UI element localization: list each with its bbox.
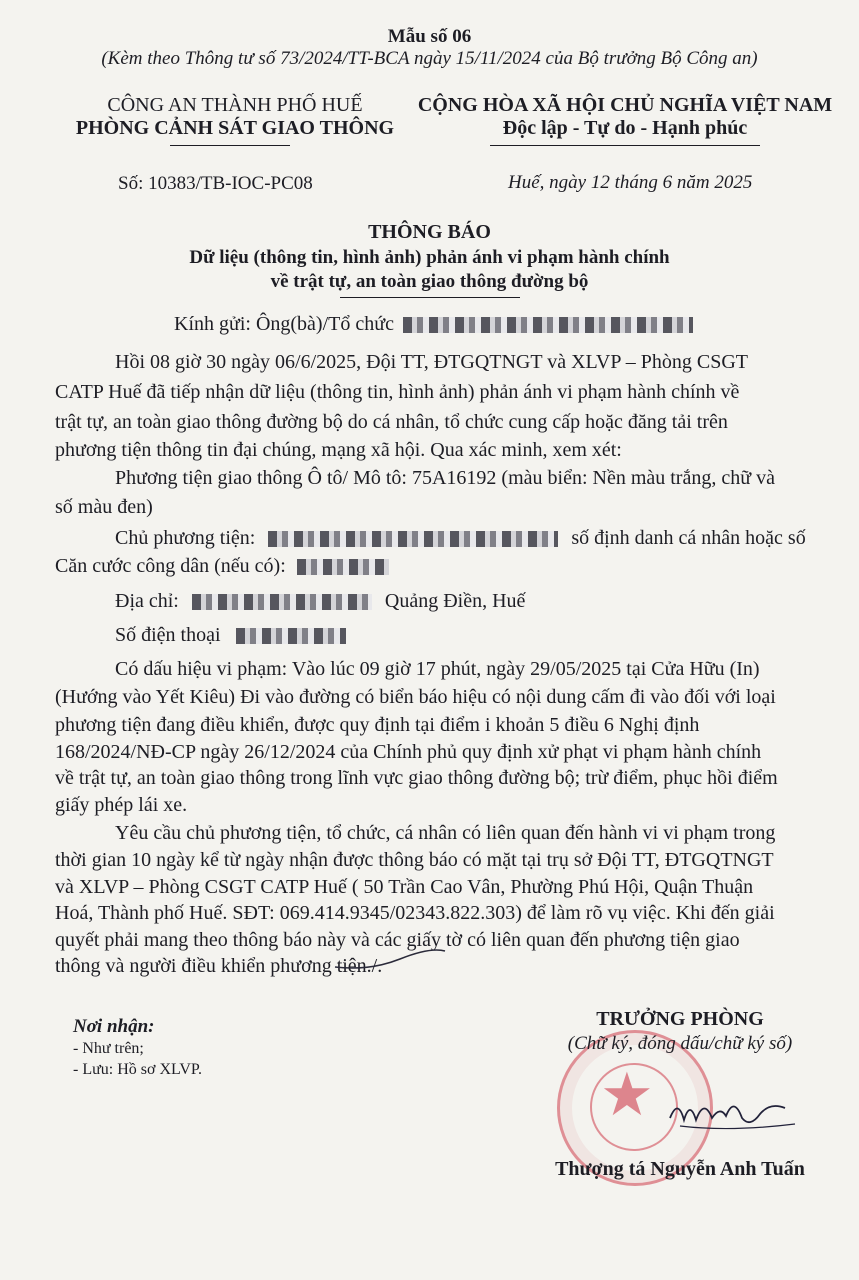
owner-suffix: số định danh cá nhân hoặc số	[571, 527, 806, 549]
request-line: thời gian 10 ngày kể từ ngày nhận được thông báo có mặt tại trụ sở Đội TT, ĐTGQTNGT	[55, 849, 774, 871]
doc-title: THÔNG BÁO	[368, 221, 491, 243]
owner-line	[115, 527, 806, 550]
p1-line: phương tiện thông tin đại chúng, mạng xã hội. Qua xác minh, xem xét:	[55, 439, 622, 461]
redacted-owner	[268, 531, 558, 547]
request-line: quyết phải mang theo thông báo này và các giấy tờ có liên quan đến phương tiện giao	[55, 929, 740, 951]
violation-line: 168/2024/NĐ-CP ngày 26/12/2024 của Chính phủ quy định xử phạt vi phạm hành chính	[55, 741, 762, 763]
recipients-title: Nơi nhận:	[73, 1016, 155, 1037]
violation-line: phương tiện đang điều khiển, được quy định tại điểm i khoản 5 điều 6 Nghị định	[55, 714, 700, 736]
p1-line: Hồi 08 giờ 30 ngày 06/6/2025, Đội TT, ĐTGQTNGT và XLVP – Phòng CSGT	[115, 351, 748, 373]
official-stamp: ★	[557, 1030, 713, 1186]
agency-line-2: PHÒNG CẢNH SÁT GIAO THÔNG	[75, 117, 395, 139]
vehicle-line: số màu đen)	[55, 496, 153, 518]
greeting-label: Kính gửi: Ông(bà)/Tổ chức	[174, 313, 394, 335]
redacted-id	[297, 559, 389, 575]
redacted-address	[192, 594, 372, 610]
signer-title: TRƯỞNG PHÒNG	[596, 1008, 764, 1030]
address-suffix: Quảng Điền, Huế	[384, 590, 526, 612]
recipient-item: - Như trên;	[73, 1040, 144, 1057]
redacted-recipient	[403, 317, 693, 333]
document-number: Số: 10383/TB-IOC-PC08	[118, 173, 313, 194]
greeting-line	[174, 313, 693, 336]
request-line: thông và người điều khiển phương tiện./.	[55, 955, 383, 977]
title-underline	[340, 297, 520, 298]
violation-line: về trật tự, an toàn giao thông trong lĩnh vực giao thông đường bộ; trừ điểm, phục hồi điểm	[55, 767, 778, 789]
doc-subtitle-2: về trật tự, an toàn giao thông đường bộ	[270, 271, 589, 292]
nation-underline	[490, 145, 760, 146]
recipient-item: - Lưu: Hồ sơ XLVP.	[73, 1061, 202, 1078]
id-line	[55, 555, 389, 578]
pen-stroke	[330, 945, 450, 975]
signer-name: Thượng tá Nguyễn Anh Tuấn	[555, 1158, 805, 1180]
nation-line-2: Độc lập - Tự do - Hạnh phúc	[502, 117, 748, 139]
p1-line: CATP Huế đã tiếp nhận dữ liệu (thông tin, hình ảnh) phản ánh vi phạm hành chính về	[55, 381, 740, 403]
doc-subtitle-1: Dữ liệu (thông tin, hình ảnh) phản ánh vi phạm hành chính	[189, 247, 670, 268]
address-line	[115, 590, 525, 613]
violation-line: giấy phép lái xe.	[55, 794, 188, 816]
p1-line: trật tự, an toàn giao thông đường bộ do cá nhân, tổ chức cung cấp hoặc đăng tải trên	[55, 411, 728, 433]
agency-underline	[170, 145, 290, 146]
signature-note: (Chữ ký, đóng dấu/chữ ký số)	[567, 1033, 793, 1054]
violation-line: (Hướng vào Yết Kiêu) Đi vào đường có biển báo hiệu có nội dung cấm đi vào đối với loại	[55, 686, 776, 708]
nation-line-1: CỘNG HÒA XÃ HỘI CHỦ NGHĨA VIỆT NAM	[417, 94, 833, 116]
phone-line	[115, 624, 346, 647]
owner-label: Chủ phương tiện:	[115, 527, 256, 549]
request-line: Yêu cầu chủ phương tiện, tổ chức, cá nhân có liên quan đến hành vi vi phạm trong	[115, 822, 776, 844]
request-line: và XLVP – Phòng CSGT CATP Huế ( 50 Trần Cao Vân, Phường Phú Hội, Quận Thuận	[55, 876, 754, 898]
attachment-note: (Kèm theo Thông tư số 73/2024/TT-BCA ngày 15/11/2024 của Bộ trưởng Bộ Công an)	[101, 48, 758, 69]
request-line: Hoá, Thành phố Huế. SĐT: 069.414.9345/02343.822.303) để làm rõ vụ việc. Khi đến giải	[55, 902, 775, 924]
form-number: Mẫu số 06	[387, 26, 472, 47]
id-label: Căn cước công dân (nếu có):	[55, 555, 286, 577]
handwritten-signature	[660, 1088, 800, 1138]
agency-line-1: CÔNG AN THÀNH PHỐ HUẾ	[107, 94, 363, 116]
vehicle-line: Phương tiện giao thông Ô tô/ Mô tô: 75A16192 (màu biển: Nền màu trắng, chữ và	[115, 467, 775, 489]
place-date: Huế, ngày 12 tháng 6 năm 2025	[508, 172, 753, 193]
address-label: Địa chỉ:	[115, 590, 179, 612]
violation-line: Có dấu hiệu vi phạm: Vào lúc 09 giờ 17 phút, ngày 29/05/2025 tại Cửa Hữu (In)	[115, 658, 760, 680]
phone-label: Số điện thoại	[115, 624, 221, 646]
redacted-phone	[236, 628, 346, 644]
